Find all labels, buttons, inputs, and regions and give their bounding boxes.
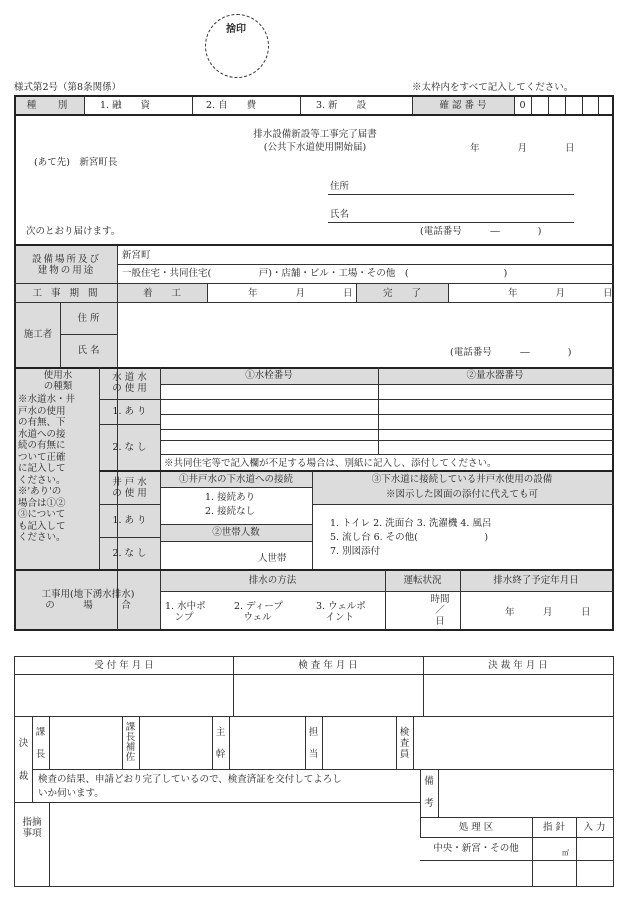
tap-well-yes[interactable]: 1. あ り [112, 515, 147, 526]
well-equipment-list-3[interactable]: 7. 別図添付 [330, 546, 381, 557]
received-date-header: 受 付 年 月 日 [94, 660, 154, 671]
period-label: 工 事 期 間 [32, 287, 101, 299]
tap-water-no[interactable]: 2. な し [112, 441, 147, 453]
confirmation-number-digit: 0 [519, 100, 526, 111]
drain-method-header: 排水の方法 [248, 575, 297, 586]
notice-date[interactable]: 年 月 日 [470, 143, 575, 154]
household-count-unit[interactable]: 人世帯 [258, 553, 287, 564]
contractor-label: 施工者 [23, 329, 53, 340]
applicant-address-label: 住所 [330, 181, 350, 192]
operation-hours-per-day[interactable]: 時間 ／ 日 [430, 594, 450, 627]
drain-method-submersible-pump[interactable]: 1. 水中ポ ンプ [165, 601, 206, 623]
well-equipment-subnote: ※図示した図面の添付に代えても可 [385, 489, 538, 500]
well-equipment-header: ③下水道に接続している井戸水使用の設備 [371, 474, 553, 485]
meter-reading-header: 指 針 [542, 821, 566, 833]
approver-staff: 担 当 [308, 726, 319, 760]
location-label: 設備場所及び 建物の用途 [31, 253, 101, 276]
district-options[interactable]: 中央・新宮・その他 [433, 842, 519, 854]
seal-stamp-label: 捨印 [226, 23, 246, 35]
applicant-name-label: 氏名 [330, 209, 350, 220]
findings-label: 指摘 事項 [22, 817, 42, 839]
well-equipment-list-2[interactable]: 5. 流し台 6. その他( ) [330, 532, 489, 543]
period-end-date[interactable]: 年 月 日 [508, 288, 613, 299]
approval-text: 検査の結果、申請どおり完了しているので、検査済証を交付してよろし いか伺います。 [38, 774, 342, 799]
district-header: 処 理 区 [458, 821, 494, 833]
instruction-note: ※太枠内をすべて記入してください。 [412, 82, 574, 93]
building-usage[interactable]: 一般住宅・共同住宅( 戸)・店舗・ビル・工場・その他 ( ) [122, 268, 508, 279]
tap-well-no[interactable]: 2. な し [112, 548, 147, 559]
contractor-tel[interactable]: (電話番号 ― ) [450, 347, 572, 358]
period-start-date[interactable]: 年 月 日 [248, 288, 353, 299]
period-end-label: 完 了 [382, 287, 421, 299]
well-water-use-label: 井 戸 水 の 使 用 [112, 476, 147, 499]
location-town: 新宮町 [122, 250, 151, 261]
decided-date-header: 決 裁 年 月 日 [488, 660, 548, 671]
drain-method-deep-well[interactable]: 2. ディープ ウェル [234, 601, 283, 623]
notice-addressee: (あて先) 新宮町長 [34, 157, 118, 168]
type-label: 種 別 [26, 100, 74, 111]
contractor-name-label: 氏 名 [77, 345, 100, 356]
notice-subtitle: (公共下水道使用開始届) [263, 141, 367, 153]
cubic-meter-unit: ㎥ [562, 849, 569, 857]
input-header: 入 力 [583, 821, 606, 833]
confirmation-number-label: 確 認 番 号 [439, 100, 487, 111]
notice-submit-text: 次のとおり届けます。 [26, 226, 121, 237]
operation-status-header: 運転状況 [403, 575, 442, 586]
approver-assistant-chief: 課 長 補 佐 [125, 722, 136, 763]
applicant-tel[interactable]: (電話番号 ― ) [420, 226, 542, 237]
connection-no[interactable]: 2. 接続なし [205, 506, 256, 517]
well-equipment-list-1[interactable]: 1. トイレ 2. 洗面台 3. 洗濯機 4. 風呂 [330, 518, 492, 529]
approver-manager: 主 幹 [215, 726, 226, 760]
approver-section-chief: 課 長 [35, 726, 46, 760]
meter-number-header: ②量水器番号 [466, 370, 524, 381]
tap-water-use-label: 水 道 水 の 使 用 [112, 372, 147, 394]
period-start-label: 着 工 [142, 287, 181, 299]
decision-label: 決 裁 [18, 737, 29, 782]
drain-end-date-header: 排水終了予定年月日 [493, 575, 579, 586]
construction-drain-label: 工事用(地下湧水排水) の 場 合 [41, 588, 135, 611]
shared-housing-note: ※共同住宅等で記入欄が不足する場合は、別紙に記入し、添付してください。 [164, 458, 497, 469]
applicant-address-line[interactable] [328, 194, 574, 195]
drain-method-well-point[interactable]: 3. ウェルポ イント [316, 601, 366, 623]
drain-end-date[interactable]: 年 月 日 [505, 607, 591, 618]
water-kind-note: ※水道水・井 戸水の使用 の有無、下 水道への接 続の有無に ついて正確 に記入して ください。 ※'あり'の 場合は①② ③について も記入して ください。 [18, 394, 76, 543]
type-option-self-funded[interactable]: 2. 自 費 [206, 100, 257, 111]
type-option-new[interactable]: 3. 新 設 [316, 100, 367, 111]
applicant-name-line[interactable] [328, 222, 574, 223]
water-kind-label: 使用水 の種類 [43, 370, 73, 392]
approver-inspector: 検 査 員 [399, 726, 410, 760]
remarks-label: 備 考 [424, 775, 434, 809]
form-number: 様式第2号（第8条関係） [14, 82, 122, 93]
notice-title: 排水設備新設等工事完了届書 [253, 128, 377, 140]
connection-yes[interactable]: 1. 接続あり [205, 492, 256, 503]
type-option-loan[interactable]: 1. 融 資 [100, 100, 151, 111]
tap-water-yes[interactable]: 1. あ り [112, 406, 147, 417]
household-count-header: ②世帯人数 [212, 527, 260, 538]
contractor-address-label: 住 所 [77, 312, 100, 324]
inspected-date-header: 検 査 年 月 日 [298, 660, 358, 671]
well-connection-header: ①井戸水の下水道への接続 [178, 473, 293, 485]
hydrant-number-header: ①水栓番号 [245, 370, 293, 381]
